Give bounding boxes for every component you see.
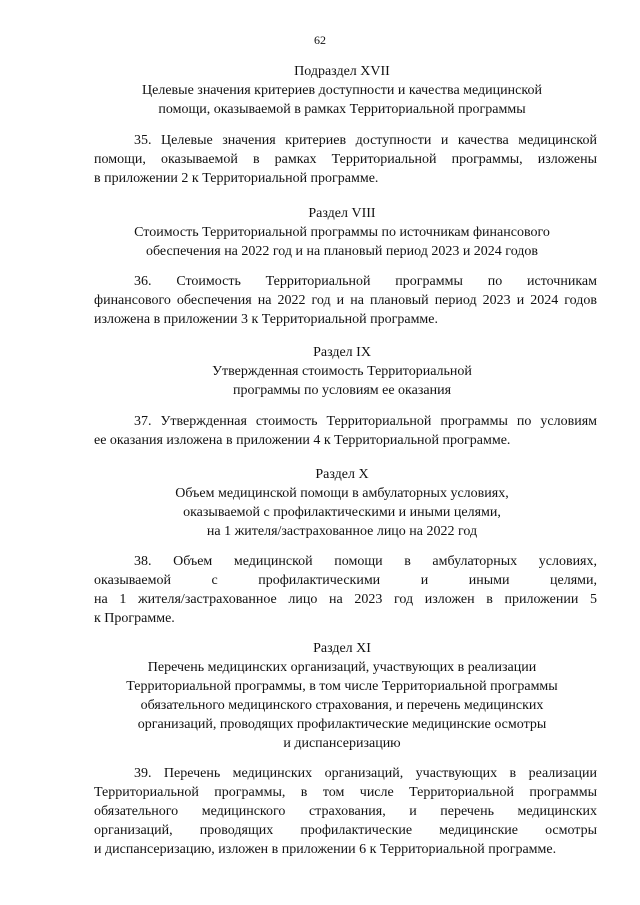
heading-line: Территориальной программы, в том числе Территориальной программы <box>126 679 558 694</box>
heading-line: программы по условиям ее оказания <box>232 383 452 398</box>
heading-line: Стоимость Территориальной программы по источникам финансового <box>134 225 550 240</box>
paragraph-line: Территориальной программы, в том числе Территориальной программы <box>94 785 597 800</box>
heading-line: Подраздел XVII <box>294 64 390 79</box>
paragraph-38 <box>94 552 597 628</box>
paragraph-line: 37. Утвержденная стоимость Территориальной программы по условиям <box>134 414 597 429</box>
heading-line: оказываемой с профилактическими и иными целями, <box>183 505 501 520</box>
heading-line: организаций, проводящих профилактические медицинские осмотры <box>137 717 547 732</box>
heading-line: и диспансеризацию <box>283 736 401 751</box>
paragraph-line: в приложении 2 к Территориальной программе. <box>94 171 379 186</box>
heading-line: помощи, оказываемой в рамках Территориальной программы <box>158 102 526 117</box>
section-11-heading <box>88 639 596 753</box>
heading-line: обязательного медицинского страхования, и перечень медицинских <box>140 698 544 713</box>
heading-line: обеспечения на 2022 год и на плановый период 2023 и 2024 годов <box>145 244 539 259</box>
section-10-heading <box>88 465 596 541</box>
heading-line: на 1 жителя/застрахованное лицо на 2022 год <box>206 524 478 539</box>
paragraph-39 <box>94 764 597 859</box>
paragraph-line: и диспансеризацию, изложен в приложении 6 к Территориальной программе. <box>94 842 557 857</box>
heading-line: Раздел XI <box>313 641 371 656</box>
section-9-heading <box>88 343 596 400</box>
paragraph-line: к Программе. <box>94 611 175 626</box>
paragraph-line: изложена в приложении 3 к Территориальной программе. <box>94 312 439 327</box>
section-8-heading <box>88 204 596 261</box>
paragraph-line: 36. Стоимость Территориальной программы по источникам <box>134 274 597 289</box>
heading-line: Раздел X <box>315 467 369 482</box>
heading-line: Целевые значения критериев доступности и качества медицинской <box>142 83 542 98</box>
paragraph-35 <box>94 131 597 188</box>
section-17-heading <box>88 62 596 119</box>
paragraph-line: обязательного медицинского страхования, и перечень медицинских <box>94 804 597 819</box>
paragraph-line: оказываемой с профилактическими и иными целями, <box>94 573 597 588</box>
paragraph-line: помощи, оказываемой в рамках Территориальной программы, изложены <box>94 152 597 167</box>
heading-line: Раздел IX <box>313 345 371 360</box>
paragraph-line: 38. Объем медицинской помощи в амбулаторных условиях, <box>134 554 597 569</box>
heading-line: Объем медицинской помощи в амбулаторных условиях, <box>175 486 509 501</box>
heading-line: Раздел VIII <box>308 206 376 221</box>
paragraph-line: финансового обеспечения на 2022 год и на плановый период 2023 и 2024 годов <box>94 293 597 308</box>
page-number: 62 <box>314 33 326 47</box>
paragraph-line: 39. Перечень медицинских организаций, участвующих в реализации <box>134 766 597 781</box>
paragraph-37 <box>94 412 597 450</box>
paragraph-line: 35. Целевые значения критериев доступности и качества медицинской <box>134 133 597 148</box>
paragraph-line: организаций, проводящих профилактические медицинские осмотры <box>94 823 597 838</box>
paragraph-line: на 1 жителя/застрахованное лицо на 2023 год изложен в приложении 5 <box>94 592 597 607</box>
paragraph-line: ее оказания изложена в приложении 4 к Территориальной программе. <box>94 433 511 448</box>
heading-line: Утвержденная стоимость Территориальной <box>212 364 472 379</box>
paragraph-36 <box>94 272 597 329</box>
heading-line: Перечень медицинских организаций, участвующих в реализации <box>147 660 537 675</box>
